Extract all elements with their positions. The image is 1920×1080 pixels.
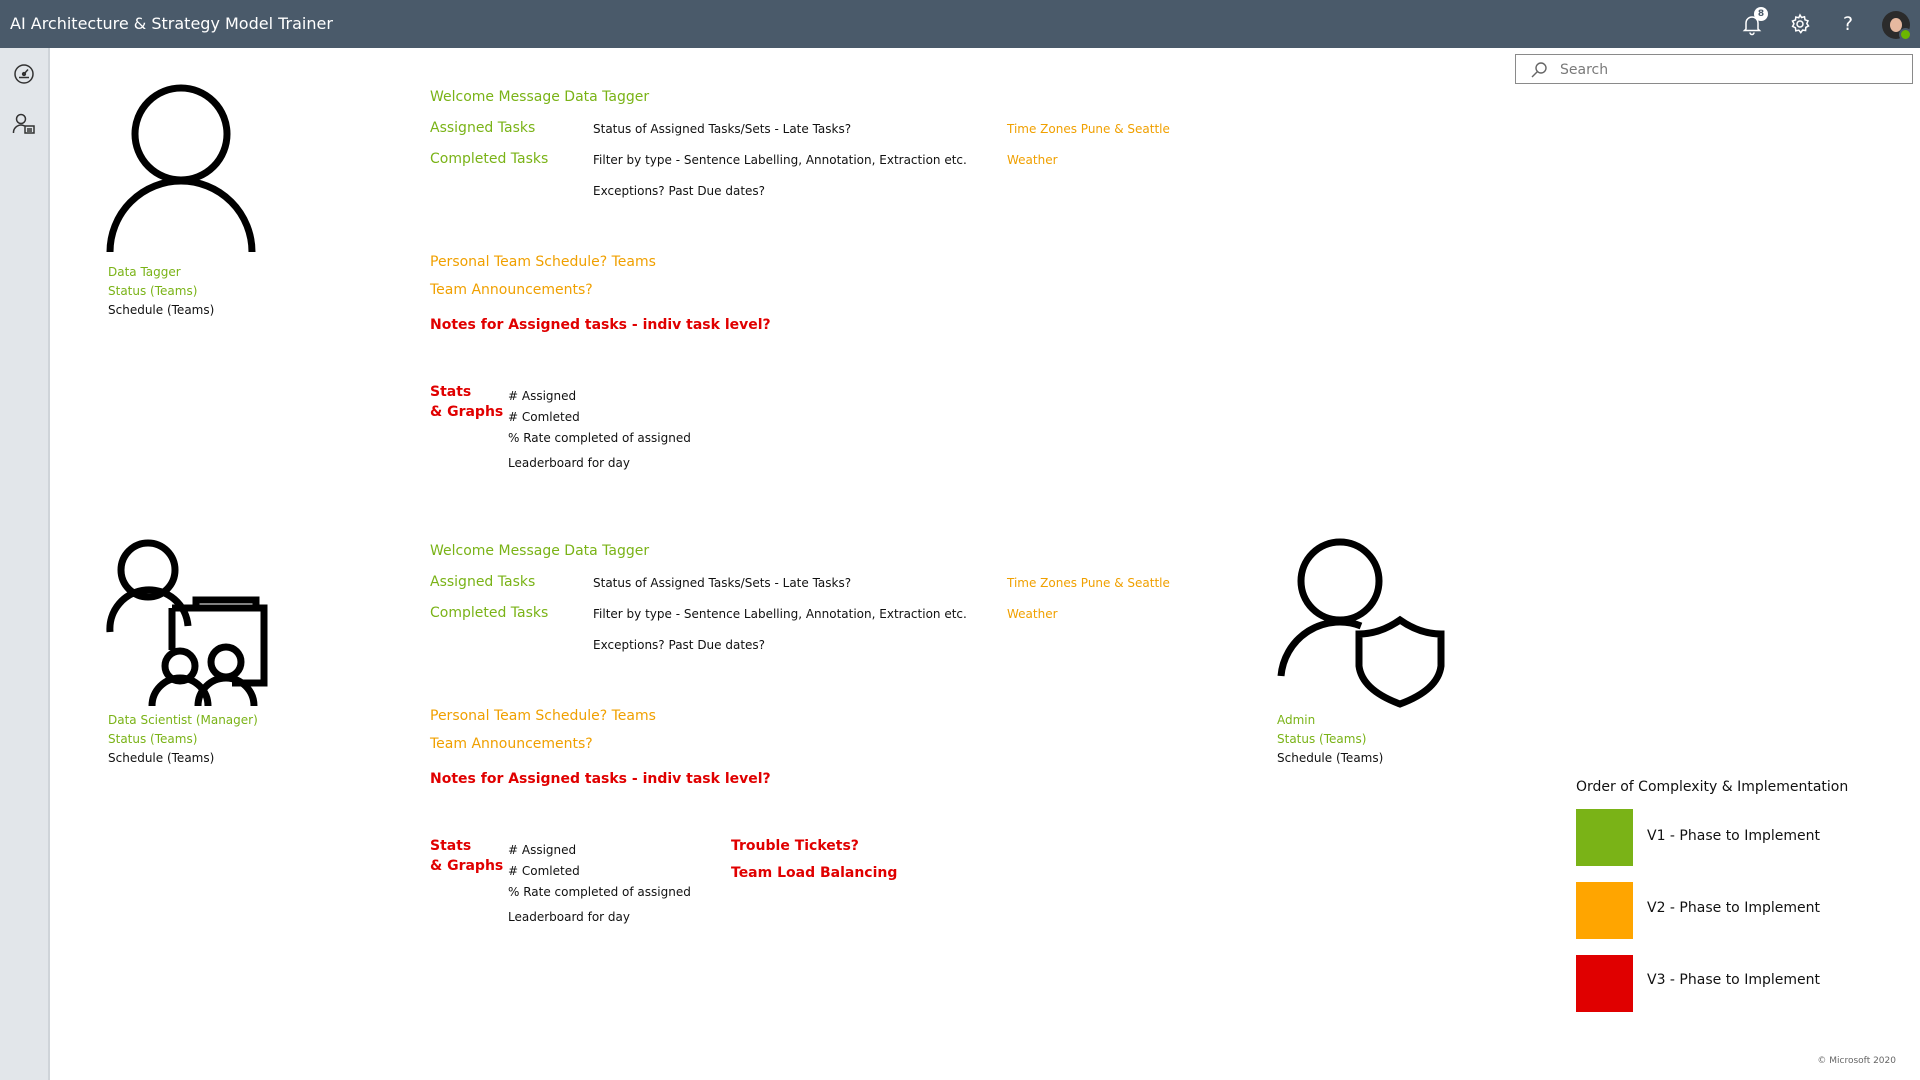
scientist-completed-tasks[interactable]: Completed Tasks bbox=[430, 605, 549, 621]
footer-copyright: © Microsoft 2020 bbox=[1817, 1056, 1896, 1066]
tagger-exceptions: Exceptions? Past Due dates? bbox=[593, 184, 766, 198]
tagger-assigned-tasks[interactable]: Assigned Tasks bbox=[430, 120, 536, 136]
tagger-notes: Notes for Assigned tasks - indiv task level? bbox=[430, 317, 771, 333]
data-tagger-person-icon bbox=[106, 84, 256, 254]
nav-dashboard[interactable] bbox=[10, 60, 38, 88]
tagger-filter-by-type: Filter by type - Sentence Labelling, Annotation, Extraction etc. bbox=[593, 153, 967, 167]
tagger-assigned-status: Status of Assigned Tasks/Sets - Late Tasks? bbox=[593, 122, 852, 136]
legend-swatch-v1 bbox=[1576, 809, 1633, 866]
scientist-trouble-tickets: Trouble Tickets? bbox=[731, 838, 859, 854]
legend-swatch-v3 bbox=[1576, 955, 1633, 1012]
scientist-announcements: Team Announcements? bbox=[430, 736, 593, 752]
help-icon: ? bbox=[1842, 13, 1854, 35]
tagger-personal-schedule: Personal Team Schedule? Teams bbox=[430, 254, 656, 270]
search-box[interactable] bbox=[1515, 54, 1913, 84]
scientist-personal-schedule: Personal Team Schedule? Teams bbox=[430, 708, 656, 724]
legend-label-v3: V3 - Phase to Implement bbox=[1647, 972, 1820, 988]
tagger-stat-completed: # Comleted bbox=[508, 410, 580, 424]
left-navigation-rail bbox=[0, 48, 50, 1080]
tagger-stat-assigned: # Assigned bbox=[508, 389, 577, 403]
user-avatar[interactable] bbox=[1882, 11, 1910, 39]
tagger-completed-tasks[interactable]: Completed Tasks bbox=[430, 151, 549, 167]
tagger-stats-heading-2: & Graphs bbox=[430, 404, 504, 420]
scientist-weather: Weather bbox=[1007, 607, 1058, 621]
tagger-stat-leaderboard: Leaderboard for day bbox=[508, 456, 630, 470]
admin-shield-user-icon bbox=[1276, 538, 1446, 708]
scientist-stat-rate: % Rate completed of assigned bbox=[508, 885, 691, 899]
scientist-filter-by-type: Filter by type - Sentence Labelling, Annotation, Extraction etc. bbox=[593, 607, 967, 621]
dashboard-gauge-icon bbox=[10, 60, 38, 88]
tagger-weather: Weather bbox=[1007, 153, 1058, 167]
nav-user-management[interactable] bbox=[10, 110, 38, 138]
tagger-status-label: Status (Teams) bbox=[108, 284, 198, 298]
tagger-stats-heading-1: Stats bbox=[430, 384, 472, 400]
settings-button[interactable] bbox=[1788, 12, 1812, 36]
scientist-stat-completed: # Comleted bbox=[508, 864, 580, 878]
gear-icon bbox=[1788, 12, 1812, 36]
tagger-time-zones: Time Zones Pune & Seattle bbox=[1007, 122, 1170, 136]
help-button[interactable] bbox=[1836, 12, 1860, 36]
tagger-schedule-label: Schedule (Teams) bbox=[108, 303, 215, 317]
scientist-notes: Notes for Assigned tasks - indiv task level? bbox=[430, 771, 771, 787]
user-contact-icon bbox=[10, 110, 38, 138]
scientist-stats-heading-1: Stats bbox=[430, 838, 472, 854]
scientist-stat-leaderboard: Leaderboard for day bbox=[508, 910, 630, 924]
scientist-status-label: Status (Teams) bbox=[108, 732, 198, 746]
legend-label-v2: V2 - Phase to Implement bbox=[1647, 900, 1820, 916]
legend-title: Order of Complexity & Implementation bbox=[1576, 779, 1849, 795]
admin-role-label: Admin bbox=[1277, 713, 1316, 727]
scientist-team-load-balancing: Team Load Balancing bbox=[731, 865, 898, 881]
notifications-button[interactable] bbox=[1740, 9, 1765, 36]
top-bar bbox=[0, 0, 1920, 48]
scientist-stat-assigned: # Assigned bbox=[508, 843, 577, 857]
search-icon bbox=[1530, 61, 1548, 79]
presence-status-icon bbox=[1899, 28, 1912, 41]
scientist-stats-heading-2: & Graphs bbox=[430, 858, 504, 874]
scientist-exceptions: Exceptions? Past Due dates? bbox=[593, 638, 766, 652]
search-input[interactable] bbox=[1558, 58, 1902, 82]
legend-label-v1: V1 - Phase to Implement bbox=[1647, 828, 1820, 844]
legend-swatch-v2 bbox=[1576, 882, 1633, 939]
scientist-role-label: Data Scientist (Manager) bbox=[108, 713, 258, 727]
tagger-welcome-message: Welcome Message Data Tagger bbox=[430, 89, 650, 105]
tagger-role-label: Data Tagger bbox=[108, 265, 181, 279]
app-title: AI Architecture & Strategy Model Trainer bbox=[10, 14, 333, 33]
scientist-welcome-message: Welcome Message Data Tagger bbox=[430, 543, 650, 559]
scientist-schedule-label: Schedule (Teams) bbox=[108, 751, 215, 765]
scientist-assigned-status: Status of Assigned Tasks/Sets - Late Tasks? bbox=[593, 576, 852, 590]
admin-status-label: Status (Teams) bbox=[1277, 732, 1367, 746]
scientist-assigned-tasks[interactable]: Assigned Tasks bbox=[430, 574, 536, 590]
tagger-stat-rate: % Rate completed of assigned bbox=[508, 431, 691, 445]
tagger-announcements: Team Announcements? bbox=[430, 282, 593, 298]
notification-count-badge: 8 bbox=[1754, 7, 1768, 21]
scientist-time-zones: Time Zones Pune & Seattle bbox=[1007, 576, 1170, 590]
admin-schedule-label: Schedule (Teams) bbox=[1277, 751, 1384, 765]
data-scientist-team-icon bbox=[106, 538, 276, 708]
